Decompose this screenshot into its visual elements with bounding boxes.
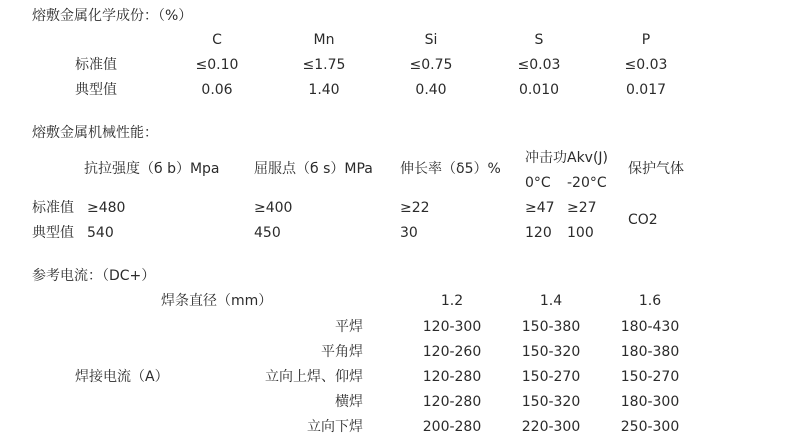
chemical-row-typical-label: 典型值 <box>75 82 117 98</box>
chemical-typical-si: 0.40 <box>415 82 447 98</box>
current-position-flat-fillet: 平角焊 <box>321 344 363 360</box>
current-position-vertical-up-overhead: 立向上焊、仰焊 <box>265 369 363 385</box>
chemical-title: 熔敷金属化学成份：（%） <box>32 8 193 24</box>
current-diameter-label: 焊条直径（mm） <box>161 293 273 309</box>
mechanical-standard-impact-0c: ≥47 <box>525 200 555 216</box>
chemical-header-c: C <box>212 32 222 48</box>
mechanical-standard-elongation: ≥22 <box>400 200 430 216</box>
current-position-horizontal: 横焊 <box>335 394 363 410</box>
current-group-label: 焊接电流（A） <box>75 369 169 385</box>
current-vertical-down-1-6: 250-300 <box>620 419 680 435</box>
current-title: 参考电流：（DC+） <box>32 268 156 284</box>
mechanical-standard-impact-minus20c: ≥27 <box>567 200 597 216</box>
mechanical-row-typical-label: 典型值 <box>32 225 74 241</box>
current-vertical-up-1-4: 150-270 <box>521 369 581 385</box>
mechanical-header-tensile: 抗拉强度（б b）Mpa <box>84 161 220 177</box>
mechanical-typical-tensile: 540 <box>87 225 114 241</box>
mechanical-standard-tensile: ≥480 <box>87 200 126 216</box>
mechanical-title: 熔敷金属机械性能： <box>32 125 158 141</box>
current-flat-fillet-1-2: 120-260 <box>422 344 482 360</box>
current-position-flat: 平焊 <box>335 319 363 335</box>
current-flat-1-4: 150-380 <box>521 319 581 335</box>
chemical-header-si: Si <box>424 32 438 48</box>
chemical-typical-mn: 1.40 <box>308 82 340 98</box>
mechanical-gas-value: CO2 <box>628 212 658 228</box>
current-horizontal-1-4: 150-320 <box>521 394 581 410</box>
chemical-standard-mn: ≤1.75 <box>302 57 346 73</box>
chemical-standard-p: ≤0.03 <box>624 57 668 73</box>
mechanical-standard-yield: ≥400 <box>254 200 293 216</box>
mechanical-header-yield: 屈服点（б s）MPa <box>254 161 373 177</box>
chemical-standard-s: ≤0.03 <box>517 57 561 73</box>
current-flat-1-2: 120-300 <box>422 319 482 335</box>
mechanical-header-impact-0c: 0°C <box>525 175 551 191</box>
mechanical-header-impact-minus20c: -20°C <box>567 175 607 191</box>
chemical-typical-c: 0.06 <box>201 82 233 98</box>
mechanical-typical-impact-minus20c: 100 <box>567 225 594 241</box>
current-diameter-1-4: 1.4 <box>539 293 563 309</box>
chemical-typical-p: 0.017 <box>625 82 667 98</box>
current-flat-fillet-1-4: 150-320 <box>521 344 581 360</box>
chemical-standard-si: ≤0.75 <box>409 57 453 73</box>
current-flat-1-6: 180-430 <box>620 319 680 335</box>
chemical-row-standard-label: 标准值 <box>75 57 117 73</box>
mechanical-typical-impact-0c: 120 <box>525 225 552 241</box>
current-horizontal-1-6: 180-300 <box>620 394 680 410</box>
chemical-header-s: S <box>534 32 544 48</box>
mechanical-header-elongation: 伸长率（δ5）% <box>400 161 501 177</box>
current-vertical-up-1-6: 150-270 <box>620 369 680 385</box>
mechanical-typical-elongation: 30 <box>400 225 418 241</box>
current-diameter-1-2: 1.2 <box>440 293 464 309</box>
mechanical-header-gas: 保护气体 <box>628 161 684 177</box>
current-diameter-1-6: 1.6 <box>638 293 662 309</box>
chemical-header-p: P <box>641 32 651 48</box>
current-flat-fillet-1-6: 180-380 <box>620 344 680 360</box>
current-horizontal-1-2: 120-280 <box>422 394 482 410</box>
mechanical-typical-yield: 450 <box>254 225 281 241</box>
chemical-standard-c: ≤0.10 <box>195 57 239 73</box>
current-vertical-down-1-4: 220-300 <box>521 419 581 435</box>
chemical-header-mn: Mn <box>313 32 335 48</box>
current-position-vertical-down: 立向下焊 <box>307 419 363 435</box>
mechanical-row-standard-label: 标准值 <box>32 200 74 216</box>
current-vertical-down-1-2: 200-280 <box>422 419 482 435</box>
chemical-typical-s: 0.010 <box>518 82 560 98</box>
current-vertical-up-1-2: 120-280 <box>422 369 482 385</box>
mechanical-header-impact: 冲击功Akv(J) <box>525 150 609 166</box>
